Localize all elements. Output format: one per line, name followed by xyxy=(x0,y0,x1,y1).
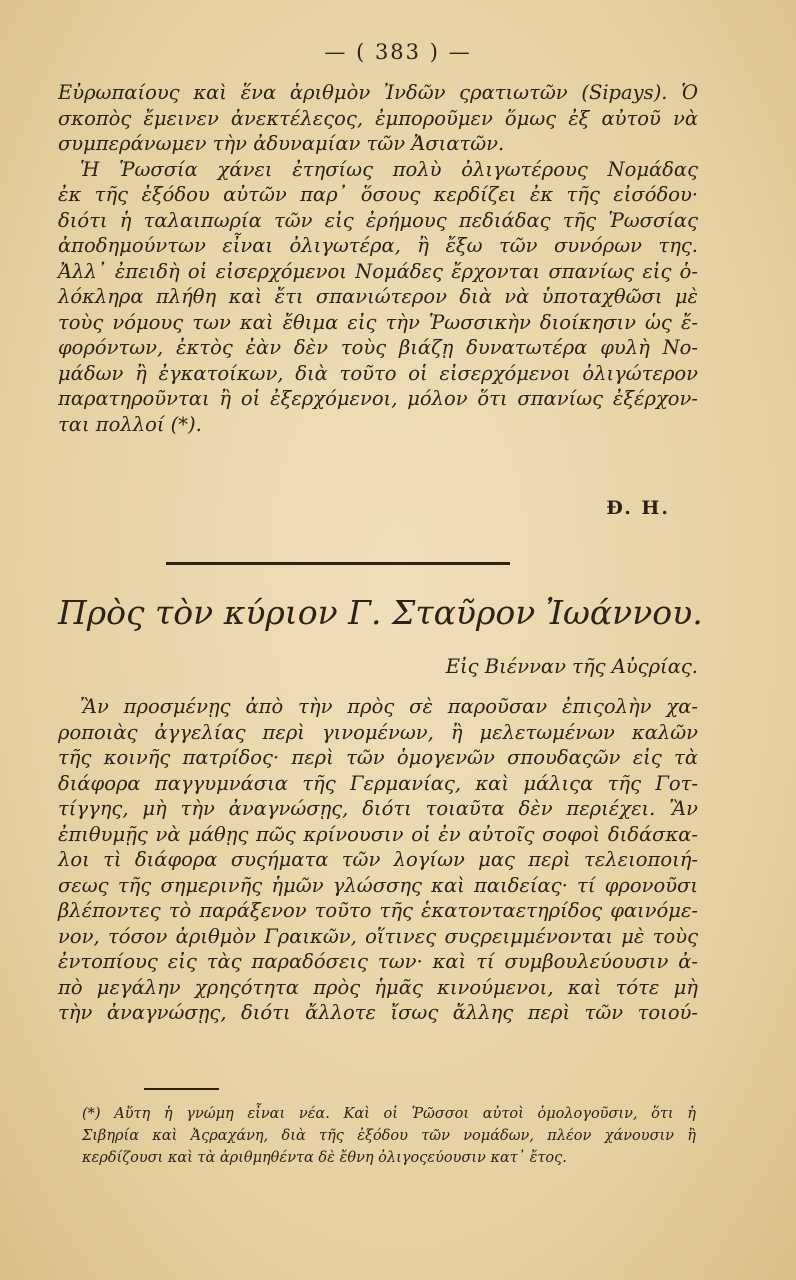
signature: Ð. H. xyxy=(606,497,670,519)
footnote-line: (*) Αὕτη ἡ γνώμη εἶναι νέα. Καὶ οἱ Ῥῶσσοι αὐτοὶ ὁμολογοῦσιν, ὅτι ἡ xyxy=(82,1106,696,1122)
text-line: παρατηροῦνται ἢ οἱ ἐξερχόμενοι, μόλον ὅτι σπανίως ἐξέρχον- xyxy=(58,387,698,410)
text-line: λοι τὶ διάφορα συςήματα τῶν λογίων μας περὶ τελειοποιή- xyxy=(58,848,698,871)
text-line: φορόντων, ἐκτὸς ἐὰν δὲν τοὺς βιάζῃ δυνατωτέρα φυλὴ Νο- xyxy=(58,336,698,359)
text-line: Εὐρωπαίους καὶ ἕνα ἀριθμὸν Ἰνδῶν ςρατιωτῶν (Sipays). Ὁ xyxy=(58,81,698,104)
text-line: ται πολλοί (*). xyxy=(58,412,202,436)
text-line: ἀποδημούντων εἶναι ὀλιγωτέρα, ἢ ἔξω τῶν συνόρων της. xyxy=(58,234,698,257)
dateline: Εἰς Βιένναν τῆς Αὐςρίας. xyxy=(445,655,698,678)
text-line: μάδων ἢ ἐγκατοίκων, διὰ τοῦτο οἱ εἰσερχόμενοι ὀλιγώτερον xyxy=(58,361,698,385)
text-line: ροποιὰς ἀγγελίας περὶ γινομένων, ἢ μελετωμένων καλῶν xyxy=(58,720,698,744)
text-line: τοὺς νόμους των καὶ ἔθιμα εἰς τὴν Ῥωσσικὴν διοίκησιν ὡς ἔ- xyxy=(58,310,698,334)
text-line: πὸ μεγάλην χρηςότητα πρὸς ἡμᾶς κινούμενοι, καὶ τότε μὴ xyxy=(58,975,698,999)
text-line: νον, τόσον ἀριθμὸν Γραικῶν, οἵτινες συςρειμμένονται μὲ τοὺς xyxy=(58,924,698,948)
text-line: τὴν ἀναγνώσῃς, διότι ἄλλοτε ἴσως ἄλλης περὶ τῶν τοιού- xyxy=(58,1001,698,1024)
page-number: — ( 383 ) — xyxy=(324,40,472,64)
section-divider xyxy=(166,562,510,565)
text-line: Ἂν προσμένῃς ἀπὸ τὴν πρὸς σὲ παροῦσαν ἐπιςολὴν χα- xyxy=(80,695,698,718)
text-line: Ἀλλ᾽ ἐπειδὴ οἱ εἰσερχόμενοι Νομάδες ἔρχονται σπανίως εἰς ὁ- xyxy=(58,259,698,283)
article-heading: Πρὸς τὸν κύριον Γ. Σταῦρον Ἰωάννου. xyxy=(58,593,703,632)
text-line: συμπεράνωμεν τὴν ἀδυναμίαν τῶν Ἀσιατῶν. xyxy=(58,132,505,155)
text-line: διότι ἡ ταλαιπωρία τῶν εἰς ἐρήμους πεδιάδας τῆς Ῥωσσίας xyxy=(58,208,698,232)
text-line: διάφορα παγγυμνάσια τῆς Γερμανίας, καὶ μάλιςα τῆς Γοτ- xyxy=(58,771,698,795)
text-line: Ἡ Ῥωσσία χάνει ἐτησίως πολὺ ὀλιγωτέρους Νομάδας xyxy=(80,157,698,181)
footnote-rule xyxy=(144,1088,219,1090)
text-line: τίγγης, μὴ τὴν ἀναγνώσῃς, διότι τοιαῦτα δὲν περιέχει. Ἂν xyxy=(58,797,698,820)
text-line: ἐπιθυμῇς νὰ μάθῃς πῶς κρίνουσιν οἱ ἐν αὐτοῖς σοφοὶ διδάσκα- xyxy=(58,822,698,846)
text-line: βλέποντες τὸ παράξενον τοῦτο τῆς ἑκατονταετηρίδος φαινόμε- xyxy=(58,899,698,922)
footnote-line: Σιβηρία καὶ Ἀςραχάνη, διὰ τῆς ἐξόδου τῶν νομάδων, πλέον χάνουσιν ἢ xyxy=(82,1128,696,1144)
article-1-body xyxy=(58,80,698,437)
text-line: ἐκ τῆς ἐξόδου αὐτῶν παρ᾽ ὅσους κερδίζει ἐκ τῆς εἰσόδου· xyxy=(58,183,698,206)
footnote xyxy=(82,1103,696,1169)
text-line: ἐντοπίους εἰς τὰς παραδόσεις των· καὶ τί συμβουλεύουσιν ἀ- xyxy=(58,950,698,973)
footnote-line: κερδίζουσι καὶ τὰ ἀριθμηθέντα δὲ ἔθνη ὀλιγοςεύουσιν κατ᾽ ἔτος. xyxy=(82,1150,567,1166)
text-line: λόκληρα πλήθη καὶ ἔτι σπανιώτερον διὰ νὰ ὑποταχθῶσι μὲ xyxy=(58,285,698,308)
article-2-body xyxy=(58,694,698,1026)
text-line: σκοπὸς ἔμεινεν ἀνεκτέλεςος, ἐμποροῦμεν ὅμως ἐξ αὐτοῦ νὰ xyxy=(58,106,698,130)
text-line: τῆς κοινῆς πατρίδος· περὶ τῶν ὁμογενῶν σπουδαςῶν εἰς τὰ xyxy=(58,746,698,769)
text-line: σεως τῆς σημερινῆς ἡμῶν γλώσσης καὶ παιδείας· τί φρονοῦσι xyxy=(58,873,698,897)
